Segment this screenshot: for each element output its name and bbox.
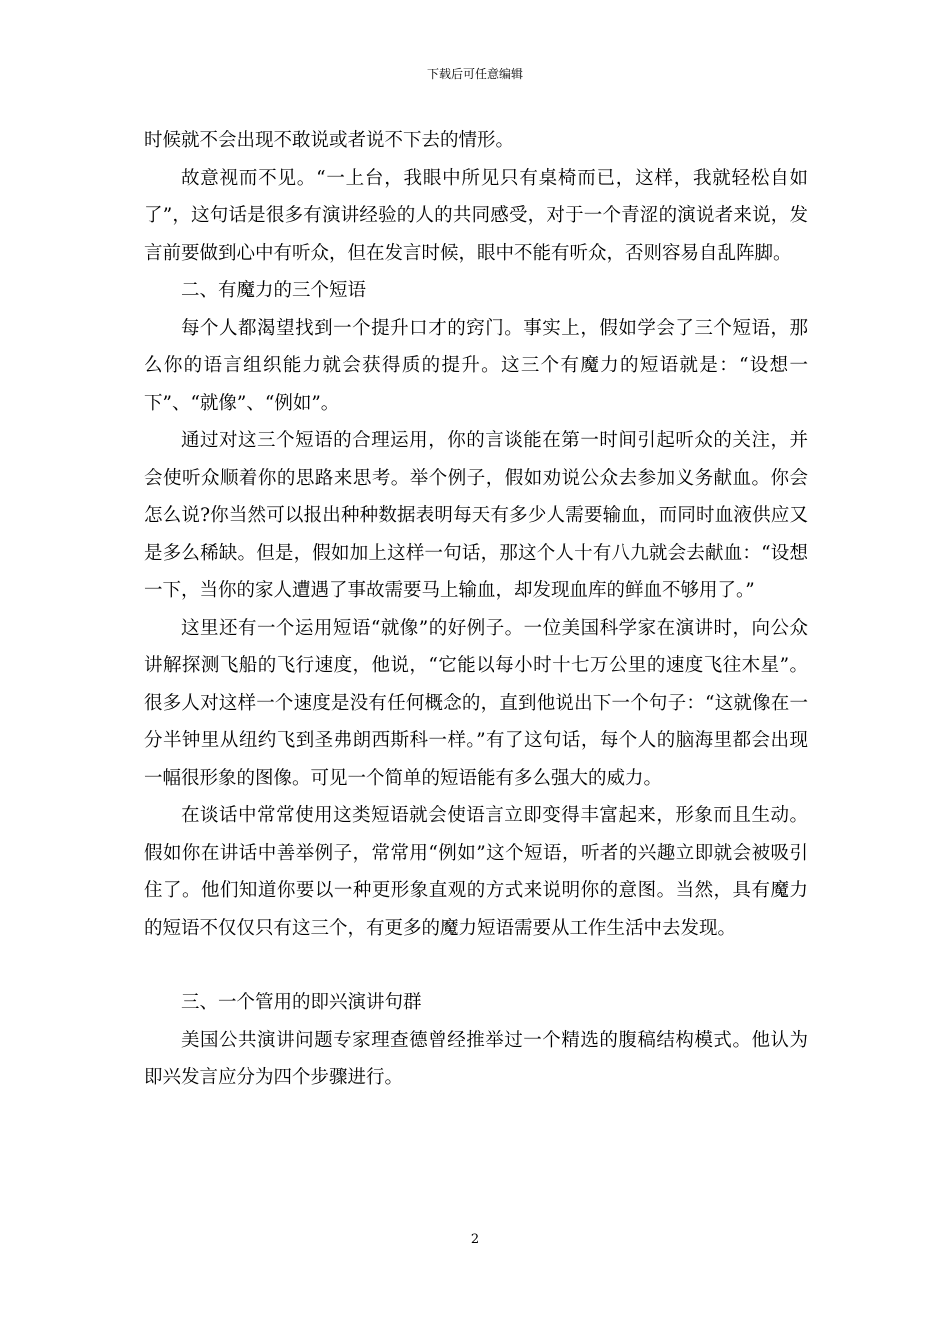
document-body: [144, 122, 808, 1097]
section-heading-3: 三、一个管用的即兴演讲句群: [181, 992, 422, 1013]
paragraph-jupiter-example: 这里还有一个运用短语“就像”的好例子。一位美国科学家在演讲时，向公众讲解探测飞船的飞行速度，他说，“它能以每小时十七万公里的速度飞往木星”。很多人对这样一个速度是没有任何概念的，直到他说出下一个句子：“这就像在一分半钟里从纽约飞到圣弗朗西斯科一样。”有了这句话，每个人的脑海里都会出现一幅很形象的图像。可见一个简单的短语能有多么强大的威力。: [144, 617, 808, 789]
paragraph-continuation: 时候就不会出现不敢说或者说不下去的情形。: [144, 130, 515, 151]
paragraph-phrase-usage: 在谈话中常常使用这类短语就会使语言立即变得丰富起来，形象而且生动。假如你在讲话中善举例子，常常用“例如”这个短语，听者的兴趣立即就会被吸引住了。他们知道你要以一种更形象直观的方式来说明你的意图。当然，具有魔力的短语不仅仅只有这三个，有更多的魔力短语需要从工作生活中去发现。: [144, 805, 808, 939]
page-header: 下载后可任意编辑: [426, 67, 523, 81]
paragraph-richard-model: 美国公共演讲问题专家理查德曾经推举过一个精选的腹稿结构模式。他认为即兴发言应分为四个步骤进行。: [144, 1029, 808, 1088]
paragraph-three-phrases-intro: 每个人都渴望找到一个提升口才的窍门。事实上，假如学会了三个短语，那么你的语言组织能力就会获得质的提升。这三个有魔力的短语就是：“设想一下”、“就像”、“例如”。: [144, 317, 808, 414]
paragraph-ignore-audience: 故意视而不见。“一上台，我眼中所见只有桌椅而已，这样，我就轻松自如了”，这句话是很多有演讲经验的人的共同感受，对于一个青涩的演说者来说，发言前要做到心中有听众，但在发言时候，眼中不能有听众，否则容易自乱阵脚。: [144, 167, 808, 264]
paragraph-blood-donation-example: 通过对这三个短语的合理运用，你的言谈能在第一时间引起听众的关注，并会使听众顺着你的思路来思考。举个例子，假如劝说公众去参加义务献血。你会怎么说?你当然可以报出种种数据表明每天有多少人需要输血，而同时血液供应又是多么稀缺。但是，假如加上这样一句话，那这个人十有八九就会去献血：“设想一下，当你的家人遭遇了事故需要马上输血，却发现血库的鲜血不够用了。”: [144, 430, 808, 601]
page-number: 2: [470, 1232, 480, 1247]
section-heading-2: 二、有魔力的三个短语: [181, 280, 367, 301]
